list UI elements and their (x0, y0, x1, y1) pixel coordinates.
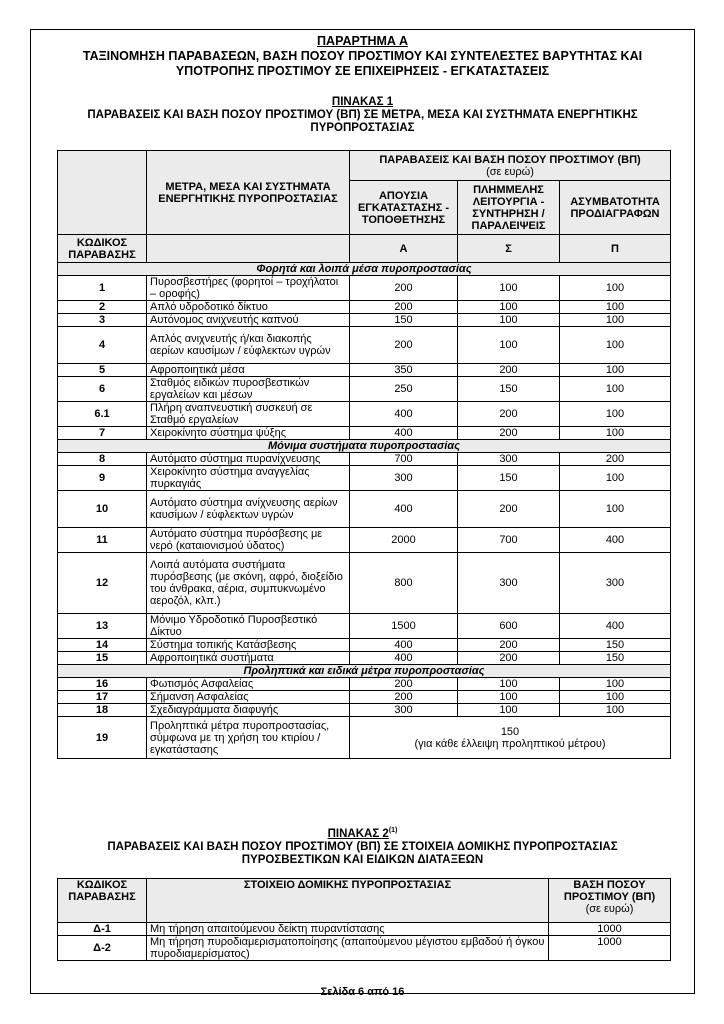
table1-subtitle-2: ΠΥΡΟΠΡΟΣΤΑΣΙΑΣ (310, 122, 415, 134)
row-code: 19 (58, 717, 147, 759)
row-value-a: 2000 (350, 528, 458, 553)
row-value-p: 300 (560, 553, 671, 614)
row-value-s: 150 (458, 377, 560, 402)
row-value-s: 200 (458, 427, 560, 440)
table2-header (30, 824, 695, 867)
section-row (58, 665, 671, 678)
row-value-p: 100 (560, 327, 671, 364)
row-value-p: 100 (560, 491, 671, 528)
row-code: 16 (58, 678, 147, 691)
table-row (58, 276, 671, 301)
table-row (58, 923, 671, 936)
row-description: Σήμανση Ασφαλείας (147, 691, 350, 704)
violations-body (58, 263, 671, 759)
row-value-s: 300 (458, 453, 560, 466)
row-code: Δ-1 (58, 923, 147, 936)
row-value-a: 200 (350, 301, 458, 314)
row-description: Φωτισμός Ασφαλείας (147, 678, 350, 691)
violations-header-label: ΠΑΡΑΒΑΣΕΙΣ ΚΑΙ ΒΑΣΗ ΠΟΣΟΥ ΠΡΟΣΤΙΜΟΥ (ΒΠ) (379, 153, 641, 166)
table-row (58, 614, 671, 639)
table-row (58, 717, 671, 759)
row-description: Λοιπά αυτόματα συστήματα πυρόσβεσης (με σκόνη, αφρό, διοξείδιο του άνθρακα, αέρια, συμπυκνωμένο αεροζόλ, κλπ.) (147, 553, 350, 614)
row-value-p: 150 (560, 639, 671, 652)
row-value-s: 100 (458, 678, 560, 691)
table-row (58, 639, 671, 652)
row-merged-value (350, 717, 671, 759)
row-value-a: 300 (350, 466, 458, 491)
row-code: 14 (58, 639, 147, 652)
row-value-p: 100 (560, 427, 671, 440)
row-description: Αφροποιητικά συστήματα (147, 652, 350, 665)
row-value-a: 400 (350, 402, 458, 427)
empty-header-cell (147, 235, 350, 263)
row-value: 1000 (549, 923, 671, 936)
structural-body (58, 923, 671, 961)
row-code: 13 (58, 614, 147, 639)
row-description: Μόνιμο Υδροδοτικό Πυροσβεστικό Δίκτυο (147, 614, 350, 639)
row-description: Πυροσβεστήρες (φορητοί – τροχήλατοι – οροφής) (147, 276, 350, 301)
row-value-p: 150 (560, 652, 671, 665)
row-code: 8 (58, 453, 147, 466)
row-code: 5 (58, 364, 147, 377)
row-value-a: 1500 (350, 614, 458, 639)
row-code: 9 (58, 466, 147, 491)
row-code: 6.1 (58, 402, 147, 427)
annex-header (30, 34, 695, 79)
row-description: Απλό υδροδοτικό δίκτυο (147, 301, 350, 314)
row-value-s: 700 (458, 528, 560, 553)
row-value-p: 100 (560, 377, 671, 402)
t2-base-unit: (σε ευρώ) (585, 903, 634, 915)
row-value-p: 400 (560, 614, 671, 639)
row-description: Χειροκίνητο σύστημα αναγγελίας πυρκαγιάς (147, 466, 350, 491)
row-code: 3 (58, 314, 147, 327)
row-description: Μη τήρηση απαιτούμενου δείκτη πυραντίστασης (147, 923, 549, 936)
code-header: ΚΩΔΙΚΟΣ ΠΑΡΑΒΑΣΗΣ (58, 235, 147, 263)
row-value-s: 200 (458, 491, 560, 528)
row-description: Αυτόνομος ανιχνευτής καπνού (147, 314, 350, 327)
table2-title: ΠΙΝΑΚΑΣ 2 (327, 827, 389, 840)
row-code: 17 (58, 691, 147, 704)
annex-subtitle-2: ΥΠΟΤΡΟΠΗΣ ΠΡΟΣΤΙΜΟΥ ΣΕ ΕΠΙΧΕΙΡΗΣΕΙΣ - ΕΓΚΑΤΑΣΤΑΣΕΙΣ (175, 64, 550, 78)
table-row (58, 453, 671, 466)
row-description: Μη τήρηση πυροδιαμερισματοποίησης (απαιτούμενου μέγιστου εμβαδού ή όγκου πυροδιαμερίσματος) (147, 936, 549, 961)
row-value-a: 800 (350, 553, 458, 614)
row-code: 15 (58, 652, 147, 665)
row-value-s: 100 (458, 327, 560, 364)
table-row (58, 691, 671, 704)
col-p-header: ΑΣΥΜΒΑΤΟΤΗΤΑ ΠΡΟΔΙΑΓΡΑΦΩΝ (560, 181, 671, 235)
row19-note: (για κάθε έλλειψη προληπτικού μέτρου) (414, 737, 606, 750)
table-row (58, 327, 671, 364)
row-value-p: 100 (560, 276, 671, 301)
row-description: Προληπτικά μέτρα πυροπροστασίας, σύμφωνα με τη χρήση του κτιρίου / εγκατάστασης (147, 717, 350, 759)
row-code: 6 (58, 377, 147, 402)
row-value-a: 200 (350, 276, 458, 301)
row-value-a: 400 (350, 639, 458, 652)
table-row (58, 402, 671, 427)
row-description: Σύστημα τοπικής Κατάσβεσης (147, 639, 350, 652)
table-row (58, 678, 671, 691)
row-code: 4 (58, 327, 147, 364)
section-row (58, 440, 671, 453)
row-value: 1000 (549, 936, 671, 961)
row-code: 11 (58, 528, 147, 553)
annex-subtitle-1: ΤΑΞΙΝΟΜΗΣΗ ΠΑΡΑΒΑΣΕΩΝ, ΒΑΣΗ ΠΟΣΟΥ ΠΡΟΣΤΙΜΟΥ ΚΑΙ ΣΥΝΤΕΛΕΣΤΕΣ ΒΑΡΥΤΗΤΑΣ ΚΑΙ (82, 49, 643, 63)
row-value-p: 400 (560, 528, 671, 553)
structural-table (57, 878, 671, 961)
table-row (58, 466, 671, 491)
table-row (58, 377, 671, 402)
violations-table (57, 150, 671, 759)
row-value-a: 200 (350, 678, 458, 691)
table2-subtitle-1: ΠΑΡΑΒΑΣΕΙΣ ΚΑΙ ΒΑΣΗ ΠΟΣΟΥ ΠΡΟΣΤΙΜΟΥ (ΒΠ) ΣΕ ΣΤΟΙΧΕΙΑ ΔΟΜΙΚΗΣ ΠΥΡΟΠΡΟΣΤΑΣΙΑΣ (107, 840, 618, 853)
table1-header (30, 96, 695, 135)
measures-header: ΜΕΤΡΑ, ΜΕΣΑ ΚΑΙ ΣΥΣΤΗΜΑΤΑ ΕΝΕΡΓΗΤΙΚΗΣ ΠΥΡΟΠΡΟΣΤΑΣΙΑΣ (147, 151, 350, 235)
table-row (58, 704, 671, 717)
row-value-s: 150 (458, 466, 560, 491)
table2-title-line (30, 824, 695, 841)
table1-subtitle-1: ΠΑΡΑΒΑΣΕΙΣ ΚΑΙ ΒΑΣΗ ΠΟΣΟΥ ΠΡΟΣΤΙΜΟΥ (ΒΠ) ΣΕ ΜΕΤΡΑ, ΜΕΣΑ ΚΑΙ ΣΥΣΤΗΜΑΤΑ ΕΝΕΡΓΗΤΙΚΗΣ (87, 109, 638, 121)
row-value-a: 350 (350, 364, 458, 377)
row-description: Αφροποιητικά μέσα (147, 364, 350, 377)
section-title: Προληπτικά και ειδικά μέτρα πυροπροστασίας (58, 665, 671, 678)
row-description: Αυτόματο σύστημα πυρόσβεσης με νερό (καταιονισμού ύδατος) (147, 528, 350, 553)
t2-code-header: ΚΩΔΙΚΟΣ ΠΑΡΑΒΑΣΗΣ (58, 879, 147, 923)
row-value-a: 400 (350, 652, 458, 665)
row-value-s: 100 (458, 314, 560, 327)
table-row (58, 936, 671, 961)
row-description: Αυτόματο σύστημα πυρανίχνευσης (147, 453, 350, 466)
violations-header (350, 151, 671, 181)
row-value-s: 200 (458, 639, 560, 652)
violations-header-unit: (σε ευρώ) (486, 165, 534, 178)
letter-a: Α (350, 235, 458, 263)
letter-p: Π (560, 235, 671, 263)
row-value-a: 200 (350, 691, 458, 704)
table1-title: ΠΙΝΑΚΑΣ 1 (331, 96, 394, 108)
section-title: Φορητά και λοιπά μέσα πυροπροστασίας (58, 263, 671, 276)
table-row (58, 652, 671, 665)
row-value-p: 100 (560, 466, 671, 491)
row-value-p: 100 (560, 691, 671, 704)
row-value-a: 150 (350, 314, 458, 327)
row-code: 18 (58, 704, 147, 717)
row-value-s: 200 (458, 402, 560, 427)
row-value-s: 100 (458, 276, 560, 301)
row-value-a: 700 (350, 453, 458, 466)
row-description: Χειροκίνητο σύστημα ψύξης (147, 427, 350, 440)
table2-footnote-ref: (1) (388, 827, 398, 834)
row-value-a: 400 (350, 427, 458, 440)
row-value-p: 100 (560, 314, 671, 327)
page-number: Σελίδα 6 από 16 (320, 986, 405, 998)
t2-element-header: ΣΤΟΙΧΕΙΟ ΔΟΜΙΚΗΣ ΠΥΡΟΠΡΟΣΤΑΣΙΑΣ (147, 879, 549, 923)
row-value-p: 200 (560, 453, 671, 466)
row-code: 1 (58, 276, 147, 301)
row-description: Πλήρη αναπνευστική συσκευή σε Σταθμό εργαλείων (147, 402, 350, 427)
row-value-p: 100 (560, 364, 671, 377)
col-s-header: ΠΛΗΜΜΕΛΗΣ ΛΕΙΤΟΥΡΓΙΑ - ΣΥΝΤΗΡΗΣΗ / ΠΑΡΑΛΕΙΨΕΙΣ (458, 181, 560, 235)
table-row (58, 301, 671, 314)
table-row (58, 553, 671, 614)
row-code: Δ-2 (58, 936, 147, 961)
table-row (58, 491, 671, 528)
row-value-s: 200 (458, 652, 560, 665)
row-description: Αυτόματο σύστημα ανίχνευσης αερίων καυσίμων / εύφλεκτων υγρών (147, 491, 350, 528)
row-value-a: 250 (350, 377, 458, 402)
row-value-a: 300 (350, 704, 458, 717)
row19-value: 150 (500, 725, 520, 738)
row-code: 2 (58, 301, 147, 314)
table2-subtitle-2: ΠΥΡΟΣΒΕΣΤΙΚΩΝ ΚΑΙ ΕΙΔΙΚΩΝ ΔΙΑΤΑΞΕΩΝ (241, 853, 484, 866)
row-value-s: 100 (458, 704, 560, 717)
row-value-s: 100 (458, 301, 560, 314)
row-value-s: 100 (458, 691, 560, 704)
row-description: Σταθμός ειδικών πυροσβεστικών εργαλείων και μέσων (147, 377, 350, 402)
row-description: Σχεδιαγράμματα διαφυγής (147, 704, 350, 717)
row-code: 12 (58, 553, 147, 614)
table-row (58, 427, 671, 440)
t2-base-label: ΒΑΣΗ ΠΟΣΟΥ ΠΡΟΣΤΙΜΟΥ (ΒΠ) (563, 879, 656, 903)
row-value-p: 100 (560, 402, 671, 427)
table-row (58, 528, 671, 553)
table-row (58, 364, 671, 377)
row-value-s: 300 (458, 553, 560, 614)
section-title: Μόνιμα συστήματα πυροπροστασίας (58, 440, 671, 453)
row-value-a: 400 (350, 491, 458, 528)
annex-title: ΠΑΡΑΡΤΗΜΑ Α (317, 34, 408, 48)
row-description: Απλός ανιχνευτής ή/και διακοπής αερίων καυσίμων / εύφλεκτων υγρών (147, 327, 350, 364)
row-value-s: 600 (458, 614, 560, 639)
row-value-a: 200 (350, 327, 458, 364)
row-value-s: 200 (458, 364, 560, 377)
row-value-p: 100 (560, 301, 671, 314)
table-row (58, 314, 671, 327)
section-row (58, 263, 671, 276)
row-code: 7 (58, 427, 147, 440)
row-code: 10 (58, 491, 147, 528)
col-a-header: ΑΠΟΥΣΙΑ ΕΓΚΑΤΑΣΤΑΣΗΣ - ΤΟΠΟΘΕΤΗΣΗΣ (350, 181, 458, 235)
row-value-p: 100 (560, 678, 671, 691)
row-value-p: 100 (560, 704, 671, 717)
empty-corner-cell (58, 151, 147, 235)
letter-s: Σ (458, 235, 560, 263)
t2-base-header (549, 879, 671, 923)
